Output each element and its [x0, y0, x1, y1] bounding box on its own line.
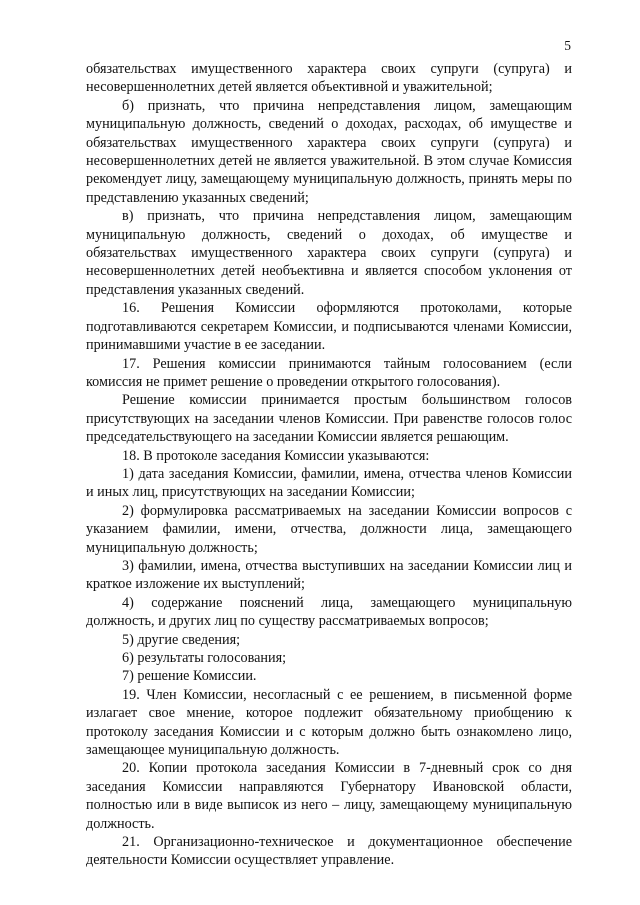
paragraph-18: 18. В протоколе заседания Комиссии указываются: [122, 447, 430, 464]
page-number: 5 [564, 38, 571, 53]
paragraph-continuation: обязательствах имущественного характера своих супруги (супруга) и несовершеннолетних детей является объективной и уважительной; [86, 61, 572, 96]
paragraph-19: 19. Член Комиссии, несогласный с ее решением, в письменной форме излагает свое мнение, которое подлежит обязательному приобщению к протоколу заседания Комиссии и с которым должно быть ознакомлено лицо, замещающее муниципальную должность. [86, 686, 572, 759]
paragraph-18-item-7: 7) решение Комиссии. [122, 668, 257, 685]
paragraph-item-v: в) признать, что причина непредставления лицом, замещающим муниципальную должность, сведений о доходах, об имуществе и обязательствах имущественного характера своих супруги (супруга) и несовершеннолетних детей необъективна и является способом уклонения от представления указанных сведений. [86, 208, 572, 298]
paragraph-18-item-4: 4) содержание пояснений лица, замещающего муниципальную должность, и других лиц по существу рассматриваемых вопросов; [86, 594, 572, 630]
paragraph-18-item-2: 2) формулировка рассматриваемых на заседании Комиссии вопросов с указанием фамилии, имени, отчества, должности лица, замещающего муниципальную должность; [86, 502, 572, 556]
paragraph-21: 21. Организационно-техническое и документационное обеспечение деятельности Комиссии осуществляет управление. [86, 834, 572, 869]
document-body [86, 60, 572, 870]
paragraph-18-item-6: 6) результаты голосования; [122, 650, 287, 666]
paragraph-16: 16. Решения Комиссии оформляются протоколами, которые подготавливаются секретарем Комиссии, и подписываются членами Комиссии, принимавшими участие в ее заседании. [86, 300, 572, 354]
paragraph-20: 20. Копии протокола заседания Комиссии в 7-дневный срок со дня заседания Комиссии направляются Губернатору Ивановской области, полностью или в виде выписок из него – лицу, замещающему муниципальную должность. [86, 760, 572, 832]
paragraph-17: 17. Решения комиссии принимаются тайным голосованием (если комиссия не примет решение о проведении открытого голосования). [86, 355, 572, 390]
paragraph-item-b: б) признать, что причина непредставления лицом, замещающим муниципальную должность, сведений о доходах, расходах, об имуществе и обязательствах имущественного характера своих супруги (супруга) и несовершеннолетних детей не является уважительной. В этом случае Комиссия рекомендует лицу, замещающему муниципальную должность, принять меры по представлению указанных сведений; [86, 97, 572, 206]
paragraph-18-item-3: 3) фамилии, имена, отчества выступивших на заседании Комиссии лиц и краткое изложение их выступлений; [86, 557, 572, 593]
paragraph-18-item-1: 1) дата заседания Комиссии, фамилии, имена, отчества членов Комиссии и иных лиц, присутствующих на заседании Комиссии; [86, 465, 572, 501]
paragraph-18-item-5: 5) другие сведения; [122, 631, 241, 648]
paragraph-17-majority: Решение комиссии принимается простым большинством голосов присутствующих на заседании членов Комиссии. При равенстве голосов голос председательствующего на заседании Комиссии является решающим. [86, 392, 572, 446]
